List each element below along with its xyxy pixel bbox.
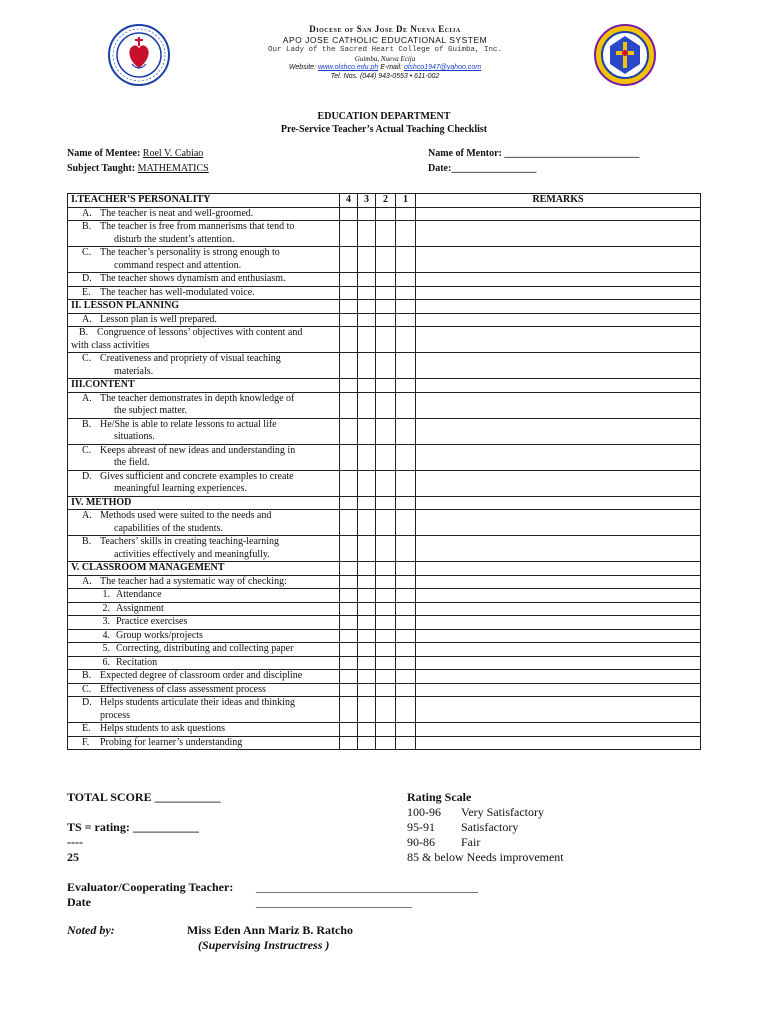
table-row: F. Probing for learner’s understanding [68, 736, 701, 750]
score-cell[interactable] [358, 510, 376, 536]
section-classroom-management: V. CLASSROOM MANAGEMENT [68, 562, 340, 576]
score-cell[interactable] [358, 589, 376, 603]
table-row: B. He/She is able to relate lessons to actual life situations. [68, 418, 701, 444]
score-cell[interactable] [340, 207, 358, 221]
score-cell[interactable] [340, 379, 358, 393]
score-cell[interactable] [376, 444, 396, 470]
remarks-cell[interactable] [416, 286, 701, 300]
score-cell[interactable] [358, 327, 376, 353]
score-cell[interactable] [340, 444, 358, 470]
section-row [68, 496, 701, 510]
score-cell[interactable] [340, 327, 358, 353]
remarks-cell[interactable] [416, 444, 701, 470]
score-cell[interactable] [358, 379, 376, 393]
score-cell[interactable] [376, 300, 396, 314]
section-personality: I.TEACHER’S PERSONALITY [68, 194, 340, 208]
score-cell[interactable] [396, 736, 416, 750]
score-cell[interactable] [376, 207, 396, 221]
score-cell[interactable] [376, 470, 396, 496]
score-cell[interactable] [376, 353, 396, 379]
col-1: 1 [396, 194, 416, 208]
section-method: IV. METHOD [68, 496, 340, 510]
rating-scale-item: 90-86 Fair [407, 835, 481, 849]
score-cell[interactable] [358, 616, 376, 630]
score-cell[interactable] [396, 247, 416, 273]
score-cell[interactable] [376, 496, 396, 510]
section-row [68, 379, 701, 393]
score-cell[interactable] [376, 379, 396, 393]
table-row: A. The teacher had a systematic way of checking: [68, 575, 701, 589]
supervisor-title: (Supervising Instructress ) [198, 938, 330, 952]
document-title [0, 111, 768, 136]
score-cell[interactable] [396, 470, 416, 496]
score-cell[interactable] [376, 575, 396, 589]
score-cell[interactable] [358, 470, 376, 496]
subject-line [67, 163, 209, 174]
score-cell[interactable] [340, 629, 358, 643]
score-cell[interactable] [340, 643, 358, 657]
score-cell[interactable] [358, 683, 376, 697]
remarks-cell[interactable] [416, 723, 701, 737]
score-cell[interactable] [340, 697, 358, 723]
score-cell[interactable] [340, 562, 358, 576]
table-row: 6. Recitation [68, 656, 701, 670]
score-cell[interactable] [376, 656, 396, 670]
score-cell[interactable] [376, 392, 396, 418]
ts-rating-field[interactable]: TS = rating: ___________ [67, 820, 199, 834]
score-cell[interactable] [396, 616, 416, 630]
table-row: E. Helps students to ask questions [68, 723, 701, 737]
score-cell[interactable] [340, 353, 358, 379]
score-cell[interactable] [340, 723, 358, 737]
score-cell[interactable] [396, 510, 416, 536]
table-row: B. The teacher is free from mannerisms that tend to disturb the student’s attention. [68, 221, 701, 247]
score-cell[interactable] [340, 602, 358, 616]
score-cell[interactable] [340, 536, 358, 562]
table-row: 2. Assignment [68, 602, 701, 616]
sacred-heart-seal-icon [108, 24, 170, 86]
table-row: 5. Correcting, distributing and collecting paper [68, 643, 701, 657]
section-row [68, 300, 701, 314]
score-cell[interactable] [340, 286, 358, 300]
score-cell[interactable] [396, 444, 416, 470]
department-title: EDUCATION DEPARTMENT [317, 111, 451, 122]
section-content: III.CONTENT [68, 379, 340, 393]
score-cell[interactable] [358, 444, 376, 470]
score-cell[interactable] [396, 536, 416, 562]
score-cell[interactable] [376, 643, 396, 657]
college-location: Guimba, Nueva Ecija [354, 55, 416, 64]
score-cell[interactable] [376, 273, 396, 287]
remarks-cell[interactable] [416, 629, 701, 643]
score-cell[interactable] [396, 392, 416, 418]
score-cell[interactable] [396, 656, 416, 670]
remarks-cell[interactable] [416, 562, 701, 576]
table-header-row [68, 194, 701, 208]
score-cell[interactable] [358, 670, 376, 684]
score-cell[interactable] [376, 221, 396, 247]
score-cell[interactable] [358, 575, 376, 589]
score-cell[interactable] [340, 656, 358, 670]
table-row: C. Effectiveness of class assessment process [68, 683, 701, 697]
score-cell[interactable] [396, 496, 416, 510]
score-cell[interactable] [358, 418, 376, 444]
score-cell[interactable] [358, 300, 376, 314]
score-cell[interactable] [358, 629, 376, 643]
score-cell[interactable] [396, 629, 416, 643]
score-cell[interactable] [340, 589, 358, 603]
score-cell[interactable] [396, 683, 416, 697]
table-row: B. Congruence of lessons’ objectives with content and with class activities [68, 327, 701, 353]
score-cell[interactable] [340, 247, 358, 273]
evaluator-label: Evaluator/Cooperating Teacher: [67, 880, 234, 894]
score-cell[interactable] [340, 470, 358, 496]
score-cell[interactable] [358, 736, 376, 750]
remarks-cell[interactable] [416, 589, 701, 603]
score-cell[interactable] [358, 697, 376, 723]
table-row: 1. Attendance [68, 589, 701, 603]
score-cell[interactable] [396, 327, 416, 353]
table-row: A. The teacher demonstrates in depth knowledge of the subject matter. [68, 392, 701, 418]
rating-scale-title: Rating Scale [407, 790, 472, 804]
remarks-cell[interactable] [416, 510, 701, 536]
score-cell[interactable] [358, 496, 376, 510]
score-cell[interactable] [340, 510, 358, 536]
score-cell[interactable] [376, 327, 396, 353]
score-cell[interactable] [358, 723, 376, 737]
score-cell[interactable] [340, 273, 358, 287]
noted-by-label: Noted by: [67, 923, 115, 937]
system-name: APO JOSE CATHOLIC EDUCATIONAL SYSTEM [282, 35, 488, 46]
remarks-cell[interactable] [416, 392, 701, 418]
subject-label: Subject Taught: [67, 163, 136, 174]
table-row: B. Teachers’ skills in creating teaching-learning activities effectively and meaningfully. [68, 536, 701, 562]
score-cell[interactable] [396, 207, 416, 221]
rating-scale-item: 100-96 Very Satisfactory [407, 805, 544, 819]
score-cell[interactable] [396, 670, 416, 684]
score-cell[interactable] [358, 286, 376, 300]
remarks-cell[interactable] [416, 247, 701, 273]
score-cell[interactable] [376, 286, 396, 300]
contact-line [190, 64, 580, 73]
table-row: C. Keeps abreast of new ideas and understanding in the field. [68, 444, 701, 470]
remarks-cell[interactable] [416, 616, 701, 630]
remarks-cell[interactable] [416, 300, 701, 314]
remarks-cell[interactable] [416, 313, 701, 327]
score-cell[interactable] [396, 418, 416, 444]
table-row: 3. Practice exercises [68, 616, 701, 630]
table-row: B. Expected degree of classroom order and discipline [68, 670, 701, 684]
score-cell[interactable] [358, 313, 376, 327]
score-cell[interactable] [376, 247, 396, 273]
form-title: Pre-Service Teacher’s Actual Teaching Checklist [280, 123, 488, 135]
score-cell[interactable] [340, 392, 358, 418]
score-cell[interactable] [340, 736, 358, 750]
email-link[interactable]: olshco1947@yahoo.com [403, 64, 482, 71]
remarks-cell[interactable] [416, 670, 701, 684]
score-cell[interactable] [376, 313, 396, 327]
table-row: D. The teacher shows dynamism and enthusiasm. [68, 273, 701, 287]
score-cell[interactable] [358, 562, 376, 576]
table-row: A. Lesson plan is well prepared. [68, 313, 701, 327]
score-cell[interactable] [376, 562, 396, 576]
score-cell[interactable] [340, 418, 358, 444]
score-cell[interactable] [358, 207, 376, 221]
score-cell[interactable] [396, 313, 416, 327]
table-row: 4. Group works/projects [68, 629, 701, 643]
remarks-cell[interactable] [416, 418, 701, 444]
telephone-numbers: Tel. Nos. (044) 943-0553 • 611-002 [330, 72, 440, 80]
score-cell[interactable] [376, 602, 396, 616]
score-cell[interactable] [376, 697, 396, 723]
score-cell[interactable] [376, 418, 396, 444]
score-cell[interactable] [376, 616, 396, 630]
remarks-header: REMARKS [416, 194, 701, 208]
remarks-cell[interactable] [416, 273, 701, 287]
remarks-cell[interactable] [416, 221, 701, 247]
table-row: D. Gives sufficient and concrete examples to create meaningful learning experiences. [68, 470, 701, 496]
college-name: Our Lady of the Sacred Heart College of Guimba, Inc. [267, 45, 503, 54]
remarks-cell[interactable] [416, 379, 701, 393]
table-row: A. Methods used were suited to the needs and capabilities of the students. [68, 510, 701, 536]
score-cell[interactable] [376, 736, 396, 750]
total-score-field[interactable]: TOTAL SCORE ___________ [67, 790, 221, 804]
score-cell[interactable] [396, 353, 416, 379]
remarks-cell[interactable] [416, 536, 701, 562]
table-row: C. Creativeness and propriety of visual teaching materials. [68, 353, 701, 379]
remarks-cell[interactable] [416, 697, 701, 723]
table-row: A. The teacher is neat and well-groomed. [68, 207, 701, 221]
table-row: C. The teacher’s personality is strong enough to command respect and attention. [68, 247, 701, 273]
rating-scale-item: 95-91 Satisfactory [407, 820, 519, 834]
score-cell[interactable] [396, 697, 416, 723]
score-cell[interactable] [376, 589, 396, 603]
remarks-cell[interactable] [416, 207, 701, 221]
score-cell[interactable] [376, 670, 396, 684]
col-3: 3 [358, 194, 376, 208]
table-row: D. Helps students articulate their ideas and thinking process [68, 697, 701, 723]
score-cell[interactable] [396, 575, 416, 589]
score-cell[interactable] [340, 575, 358, 589]
remarks-cell[interactable] [416, 643, 701, 657]
score-cell[interactable] [358, 247, 376, 273]
score-cell[interactable] [376, 629, 396, 643]
email-label: E-mail: [380, 64, 402, 71]
score-cell[interactable] [358, 656, 376, 670]
score-cell[interactable] [358, 273, 376, 287]
mentor-field[interactable]: Name of Mentor: ___________________________ [428, 148, 640, 159]
website-label: Website: [288, 64, 316, 71]
remarks-cell[interactable] [416, 683, 701, 697]
mentee-name[interactable]: Roel V. Cabiao [142, 148, 204, 159]
score-cell[interactable] [340, 496, 358, 510]
website-link[interactable]: www.olshco.edu.ph [317, 64, 379, 71]
score-cell[interactable] [396, 602, 416, 616]
score-cell[interactable] [396, 221, 416, 247]
remarks-cell[interactable] [416, 575, 701, 589]
score-cell[interactable] [340, 300, 358, 314]
fraction-bar: ---- [67, 835, 83, 849]
date-field[interactable]: Date:_________________ [428, 163, 537, 174]
remarks-cell[interactable] [416, 327, 701, 353]
remarks-cell[interactable] [416, 470, 701, 496]
rating-scale-item: 85 & below Needs improvement [407, 850, 564, 864]
score-cell[interactable] [358, 221, 376, 247]
section-lesson-planning: II. LESSON PLANNING [68, 300, 340, 314]
supervisor-name: Miss Eden Ann Mariz B. Ratcho [187, 923, 354, 937]
score-cell[interactable] [396, 379, 416, 393]
score-cell[interactable] [396, 723, 416, 737]
score-cell[interactable] [358, 353, 376, 379]
score-cell[interactable] [396, 300, 416, 314]
mentee-label: Name of Mentee: [67, 148, 141, 159]
score-cell[interactable] [396, 286, 416, 300]
evaluator-signature-line[interactable]: _____________________________________ [256, 880, 478, 894]
score-cell[interactable] [358, 536, 376, 562]
remarks-cell[interactable] [416, 353, 701, 379]
score-cell[interactable] [376, 723, 396, 737]
score-cell[interactable] [396, 643, 416, 657]
score-cell[interactable] [358, 392, 376, 418]
col-2: 2 [376, 194, 396, 208]
score-cell[interactable] [340, 221, 358, 247]
remarks-cell[interactable] [416, 496, 701, 510]
date-label: Date [67, 895, 91, 909]
score-cell[interactable] [358, 602, 376, 616]
score-cell[interactable] [340, 670, 358, 684]
score-cell[interactable] [396, 589, 416, 603]
score-cell[interactable] [376, 510, 396, 536]
score-cell[interactable] [340, 313, 358, 327]
checklist-table [67, 193, 701, 750]
score-cell[interactable] [358, 643, 376, 657]
col-4: 4 [340, 194, 358, 208]
date-signature-line[interactable]: __________________________ [256, 895, 412, 909]
score-cell[interactable] [376, 536, 396, 562]
remarks-cell[interactable] [416, 656, 701, 670]
diocese-seal-icon [594, 24, 656, 86]
remarks-cell[interactable] [416, 602, 701, 616]
subject-value[interactable]: MATHEMATICS [137, 163, 209, 174]
letterhead [0, 18, 768, 98]
table-row: E. The teacher has well-modulated voice. [68, 286, 701, 300]
fraction-divisor: 25 [67, 850, 79, 864]
mentee-line [67, 148, 203, 159]
score-cell[interactable] [396, 562, 416, 576]
score-cell[interactable] [340, 616, 358, 630]
diocese-name: Diocese of San Jose De Nueva Ecija [309, 24, 461, 34]
section-row [68, 562, 701, 576]
score-cell[interactable] [396, 273, 416, 287]
score-cell[interactable] [376, 683, 396, 697]
score-cell[interactable] [340, 683, 358, 697]
remarks-cell[interactable] [416, 736, 701, 750]
